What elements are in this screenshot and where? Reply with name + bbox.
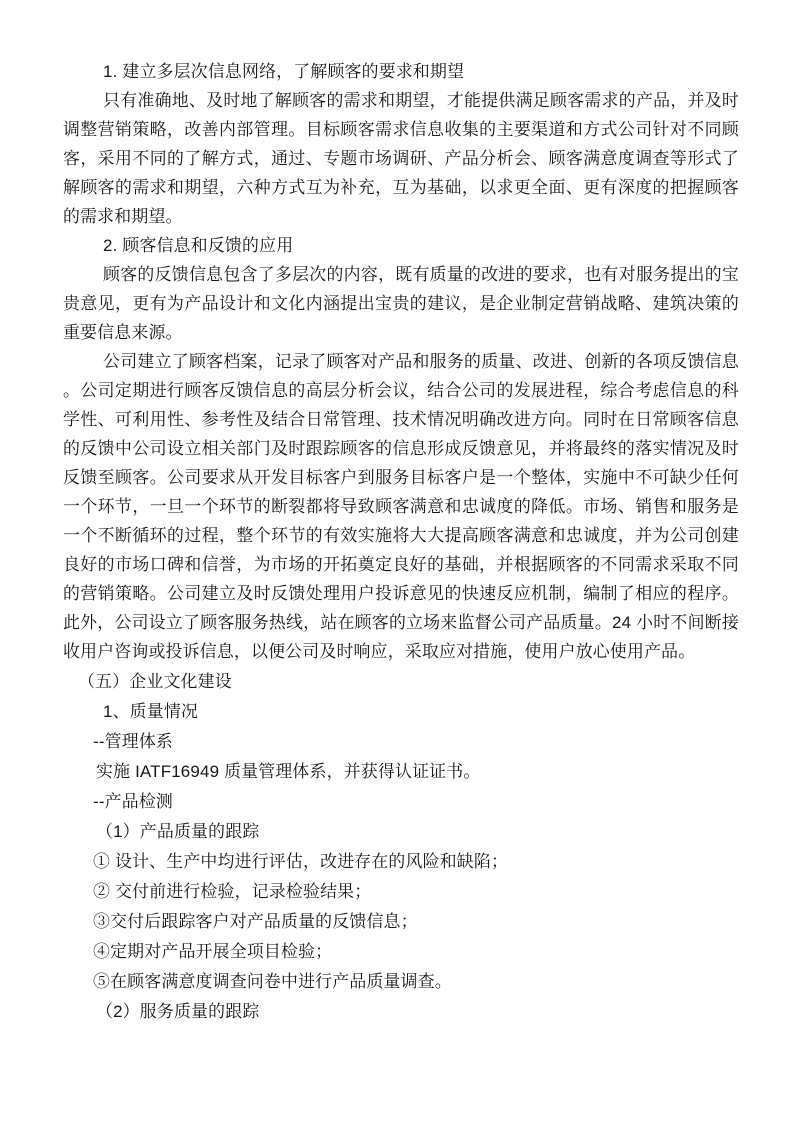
item-circle4-periodic-full-inspection: ④定期对产品开展全项目检验； bbox=[93, 942, 333, 961]
item-circle3-post-delivery-feedback: ③交付后跟踪客户对产品质量的反馈信息； bbox=[93, 912, 418, 931]
para-understand-customer-needs: 只有准确地、及时地了解顾客的需求和期望，才能提供满足顾客需求的产品，并及时调整营销策略，改善内部管理。目标顾客需求信息收集的主要渠道和方式公司针对不同顾客，采用不同的了解方式，通过、专题市场调研、产品分析会、顾客满意度调查等形式了解顾客的需求和期望，六种方式互为补充，互为基础，以求更全面、更有深度的把握顾客的需求和期望。 bbox=[63, 91, 739, 226]
heading-product-quality-tracking: （1）产品质量的跟踪 bbox=[96, 822, 260, 841]
para-feedback-content: 顾客的反馈信息包含了多层次的内容，既有质量的改进的要求，也有对服务提出的宝贵意见，更有为产品设计和文化内涵提出宝贵的建议，是企业制定营销战略、建筑决策的重要信息来源。 bbox=[63, 265, 739, 342]
item-circle2-pre-delivery-inspection: ② 交付前进行检验，记录检验结果； bbox=[93, 882, 372, 901]
heading-customer-feedback-application: 2. 顾客信息和反馈的应用 bbox=[103, 236, 294, 255]
item-circle1-design-production-evaluation: ① 设计、生产中均进行评估，改进存在的风险和缺陷； bbox=[93, 852, 509, 871]
para-customer-archive-process: 公司建立了顾客档案，记录了顾客对产品和服务的质量、改进、创新的各项反馈信息。公司定期进行顾客反馈信息的高层分析会议，结合公司的发展进程，综合考虑信息的科学性、可利用性、参考性及结合日常管理、技术情况明确改进方向。同时在日常顾客信息的反馈中公司设立相关部门及时跟踪顾客的信息形成反馈意见，并将最终的落实情况及时反馈至顾客。公司要求从开发目标客户到服务目标客户是一个整体，实施中不可缺少任何一个环节，一旦一个环节的断裂都将导致顾客满意和忠诚度的降低。市场、销售和服务是一个不断循环的过程，整个环节的有效实施将大大提高顾客满意和忠诚度，并为公司创建良好的市场口碑和信誉，为市场的开拓奠定良好的基础，并根据顾客的不同需求采取不同的营销策略。公司建立及时反馈处理用户投诉意见的快速反应机制，编制了相应的程序。此外，公司设立了顾客服务热线，站在顾客的立场来监督公司产品质量。24 小时不间断接收用户咨询或投诉信息，以便公司及时响应，采取应对措施，使用户放心使用产品。 bbox=[63, 352, 739, 661]
heading-section5-corporate-culture: （五）企业文化建设 bbox=[78, 672, 232, 691]
item-circle5-satisfaction-survey: ⑤在顾客满意度调查问卷中进行产品质量调查。 bbox=[93, 972, 452, 991]
heading-service-quality-tracking: （2）服务质量的跟踪 bbox=[96, 1002, 260, 1021]
line-iatf-certification: 实施 IATF16949 质量管理体系，并获得认证证书。 bbox=[96, 762, 481, 781]
document-page bbox=[63, 57, 739, 1026]
line-management-system: --管理体系 bbox=[93, 732, 174, 751]
heading-quality-status: 1、质量情况 bbox=[103, 702, 199, 721]
line-product-inspection: --产品检测 bbox=[93, 792, 174, 811]
heading-multilevel-info-network: 1. 建立多层次信息网络，了解顾客的要求和期望 bbox=[103, 62, 465, 81]
